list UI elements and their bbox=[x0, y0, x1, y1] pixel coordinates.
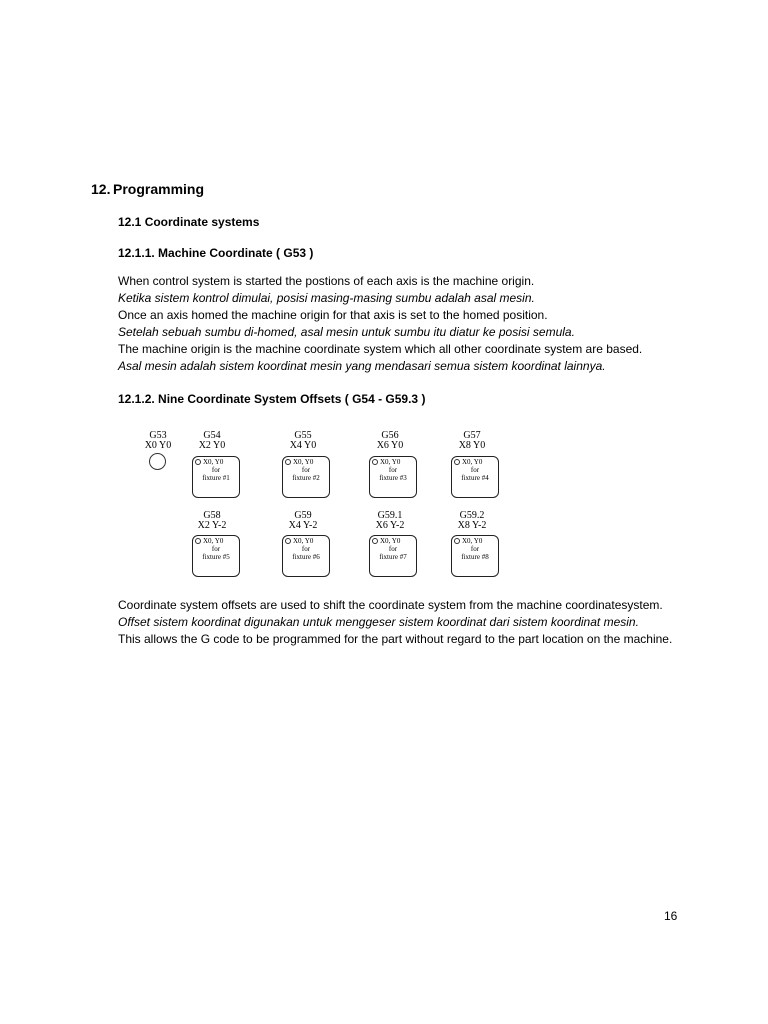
fixture-for-label: for bbox=[470, 466, 480, 474]
fixture-origin-icon bbox=[195, 538, 201, 544]
fixture-coord-label: X8 Y0 bbox=[458, 440, 486, 451]
fixture-name-label: fixture #4 bbox=[461, 474, 489, 482]
fixture-box bbox=[282, 535, 330, 577]
fixture-coord-label: X4 Y0 bbox=[289, 440, 317, 451]
fixture-origin-label: X0, Y0 bbox=[462, 458, 483, 466]
page-number: 16 bbox=[664, 909, 678, 923]
text-line: The machine origin is the machine coordinate system which all other coordinate system are based. bbox=[118, 342, 643, 356]
fixture-name-label: fixture #7 bbox=[379, 553, 407, 561]
fixture-name-label: fixture #1 bbox=[202, 474, 230, 482]
section-title: Programming bbox=[113, 181, 205, 197]
offsets-heading: 12.1.2. Nine Coordinate System Offsets ( G54 - G59.3 ) bbox=[118, 392, 426, 406]
fixture-coord-label: X4 Y-2 bbox=[288, 520, 318, 531]
fixture-for-label: for bbox=[211, 466, 221, 474]
fixture-box bbox=[282, 456, 330, 498]
translation-line: Setelah sebuah sumbu di-homed, asal mesin untuk sumbu itu diatur ke posisi semula. bbox=[118, 325, 575, 339]
fixture-code-label: G55 bbox=[294, 430, 312, 441]
fixture-box bbox=[369, 456, 417, 498]
fixture-box bbox=[192, 456, 240, 498]
section-heading bbox=[91, 181, 204, 197]
machine-coordinate-paragraph bbox=[118, 273, 642, 375]
fixture-origin-label: X0, Y0 bbox=[293, 458, 314, 466]
fixture-coord-label: X6 Y-2 bbox=[375, 520, 405, 531]
fixture-name-label: fixture #6 bbox=[292, 553, 320, 561]
fixture-code-label: G54 bbox=[203, 430, 221, 441]
fixture-box bbox=[192, 535, 240, 577]
fixture-name-label: fixture #2 bbox=[292, 474, 320, 482]
fixture-coord-label: X2 Y0 bbox=[198, 440, 226, 451]
fixture-code-label: G59.1 bbox=[377, 510, 403, 521]
subsection-heading: 12.1 Coordinate systems bbox=[118, 215, 260, 229]
fixture-origin-label: X0, Y0 bbox=[203, 458, 224, 466]
fixture-code-label: G56 bbox=[381, 430, 399, 441]
fixture-code-label: G57 bbox=[463, 430, 481, 441]
fixture-origin-icon bbox=[285, 538, 291, 544]
fixture-origin-icon bbox=[372, 459, 378, 465]
origin-code-label: G53 bbox=[149, 430, 167, 441]
fixture-name-label: fixture #8 bbox=[461, 553, 489, 561]
fixture-for-label: for bbox=[301, 545, 311, 553]
fixture-for-label: for bbox=[388, 545, 398, 553]
translation-line: Offset sistem koordinat digunakan untuk menggeser sistem koordinat dari sistem koordinat mesin. bbox=[118, 615, 639, 629]
fixture-coord-label: X2 Y-2 bbox=[197, 520, 227, 531]
fixture-coord-label: X6 Y0 bbox=[376, 440, 404, 451]
fixture-for-label: for bbox=[388, 466, 398, 474]
fixture-box bbox=[451, 535, 499, 577]
text-line: This allows the G code to be programmed for the part without regard to the part location on the machine. bbox=[118, 632, 673, 646]
text-line: Once an axis homed the machine origin for that axis is set to the homed position. bbox=[118, 308, 548, 322]
machine-origin-circle-icon bbox=[149, 453, 166, 470]
fixture-origin-label: X0, Y0 bbox=[462, 537, 483, 545]
coordinate-offsets-figure bbox=[140, 428, 510, 584]
origin-coord-label: X0 Y0 bbox=[144, 440, 172, 451]
machine-coordinate-heading: 12.1.1. Machine Coordinate ( G53 ) bbox=[118, 246, 314, 260]
fixture-origin-icon bbox=[454, 459, 460, 465]
fixture-name-label: fixture #3 bbox=[379, 474, 407, 482]
fixture-for-label: for bbox=[301, 466, 311, 474]
fixture-code-label: G58 bbox=[203, 510, 221, 521]
translation-line: Ketika sistem kontrol dimulai, posisi masing-masing sumbu adalah asal mesin. bbox=[118, 291, 535, 305]
translation-line: Asal mesin adalah sistem koordinat mesin yang mendasari semua sistem koordinat lainnya. bbox=[118, 359, 606, 373]
fixture-code-label: G59.2 bbox=[459, 510, 485, 521]
fixture-origin-icon bbox=[195, 459, 201, 465]
fixture-coord-label: X8 Y-2 bbox=[457, 520, 487, 531]
fixture-box bbox=[451, 456, 499, 498]
fixture-for-label: for bbox=[211, 545, 221, 553]
fixture-code-label: G59 bbox=[294, 510, 312, 521]
fixture-box bbox=[369, 535, 417, 577]
fixture-origin-label: X0, Y0 bbox=[293, 537, 314, 545]
fixture-origin-icon bbox=[454, 538, 460, 544]
fixture-name-label: fixture #5 bbox=[202, 553, 230, 561]
fixture-origin-label: X0, Y0 bbox=[203, 537, 224, 545]
fixture-origin-label: X0, Y0 bbox=[380, 537, 401, 545]
fixture-origin-icon bbox=[285, 459, 291, 465]
text-line: When control system is started the postions of each axis is the machine origin. bbox=[118, 274, 535, 288]
section-number: 12. bbox=[91, 181, 111, 197]
fixture-origin-label: X0, Y0 bbox=[380, 458, 401, 466]
fixture-for-label: for bbox=[470, 545, 480, 553]
fixture-origin-icon bbox=[372, 538, 378, 544]
text-line: Coordinate system offsets are used to shift the coordinate system from the machine coordinatesystem. bbox=[118, 598, 663, 612]
offsets-paragraph bbox=[118, 597, 676, 648]
